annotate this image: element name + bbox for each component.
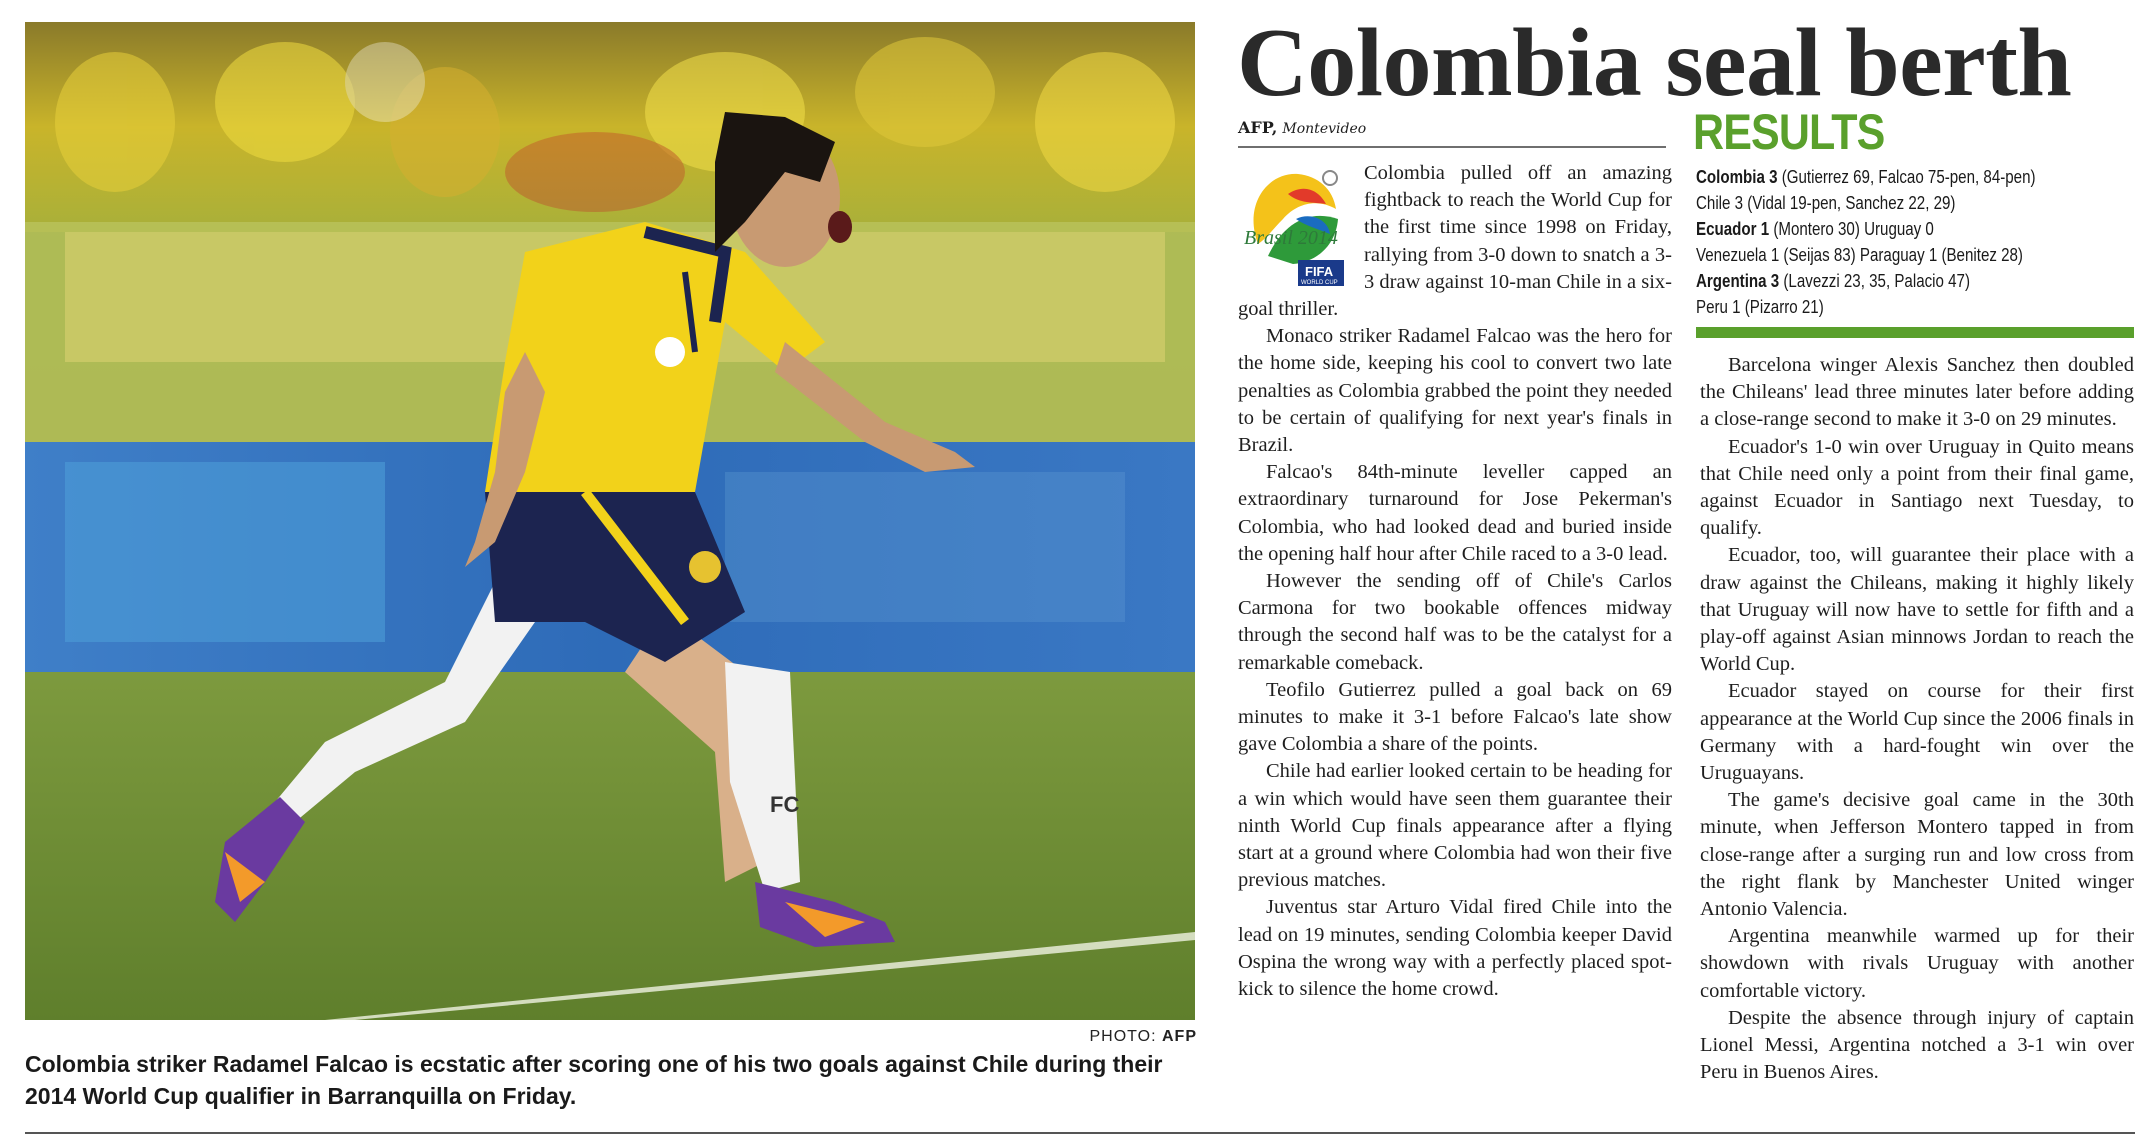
result-detail: Peru 1 (Pizarro 21) bbox=[1696, 297, 1824, 317]
result-detail: Venezuela 1 (Seijas 83) Paraguay 1 (Benitez 28) bbox=[1696, 245, 2023, 265]
logo-brasil-text: Brasil 2014 bbox=[1244, 227, 1338, 249]
article-paragraph: Ecuador, too, will guarantee their place with a draw against the Chileans, making it highly likely that Uruguay will now have to settle for fifth and a play-off against Asian minnows Jordan to reach the World Cup. bbox=[1700, 544, 2134, 676]
page-bottom-rule bbox=[25, 1132, 2135, 1134]
logo-wc-text: WORLD CUP bbox=[1301, 280, 1338, 286]
shirt-text: FC bbox=[770, 792, 800, 817]
byline-agency: AFP, bbox=[1238, 118, 1278, 137]
results-row bbox=[1696, 216, 2066, 242]
result-detail: (Gutierrez 69, Falcao 75-pen, 84-pen) bbox=[1781, 167, 2036, 187]
results-row bbox=[1696, 164, 2066, 190]
results-row bbox=[1696, 242, 2066, 268]
logo-fifa-text: FIFA bbox=[1305, 264, 1334, 279]
headline: Colombia seal berth bbox=[1237, 9, 2072, 117]
article-paragraph: Ecuador stayed on course for their first appearance at the World Cup since the 2006 finals in Germany with a hard-fought win over the Uruguayans. bbox=[1700, 680, 2134, 785]
result-detail: (Lavezzi 23, 35, Palacio 47) bbox=[1783, 271, 1970, 291]
article-paragraph: Argentina meanwhile warmed up for their showdown with rivals Uruguay with another comfortable victory. bbox=[1700, 925, 2134, 1002]
article-paragraph: Colombia pulled off an amazing fightback to reach the World Cup for the first time since 1998 on Friday, rallying from 3-0 down to snatch a 3-3 draw against 10-man Chile in a six-goal thriller. bbox=[1238, 162, 1673, 321]
news-photo bbox=[25, 22, 1195, 1020]
falcao-celebration-image bbox=[25, 22, 1195, 1020]
result-detail: Chile 3 (Vidal 19-pen, Sanchez 22, 29) bbox=[1696, 193, 1956, 213]
article-paragraph: Falcao's 84th-minute leveller capped an extraordinary turnaround for Jose Pekerman's Colombia, who had looked dead and buried inside the opening half hour after Chile raced to a 3-0 lead. bbox=[1238, 461, 1672, 565]
credit-source: AFP bbox=[1162, 1028, 1197, 1045]
article-paragraph: Teofilo Gutierrez pulled a goal back on 69 minutes to make it 3-1 before Falcao's late show gave Colombia a share of the points. bbox=[1238, 678, 1672, 756]
result-detail: (Montero 30) Uruguay 0 bbox=[1773, 219, 1934, 239]
article-paragraph: Despite the absence through injury of captain Lionel Messi, Argentina notched a 3-1 win over Peru in Buenos Aires. bbox=[1700, 1006, 2134, 1084]
credit-label: PHOTO: bbox=[1089, 1028, 1157, 1045]
results-row bbox=[1696, 294, 2066, 320]
article-paragraph: Barcelona winger Alexis Sanchez then doubled the Chileans' lead three minutes later before adding a close-range second to make it 3-0 on 29 minutes. bbox=[1700, 354, 2134, 431]
article-paragraph: The game's decisive goal came in the 30th minute, when Jefferson Montero tapped in from close-range after a surging run and low cross from the right flank by Manchester United winger Antonio Valencia. bbox=[1700, 789, 2134, 921]
results-divider bbox=[1696, 327, 2134, 338]
article-paragraph: However the sending off of Chile's Carlos Carmona for two bookable offences midway through the second half was to be the catalyst for a remarkable comeback. bbox=[1238, 570, 1672, 674]
brasil-2014-logo-icon bbox=[1238, 164, 1350, 292]
photo-credit bbox=[900, 1028, 1197, 1046]
result-team: Colombia 3 bbox=[1696, 167, 1778, 187]
article-column-1 bbox=[1238, 160, 1672, 1003]
article-column-2 bbox=[1700, 352, 2134, 1086]
results-list bbox=[1696, 164, 2136, 320]
byline bbox=[1238, 118, 1666, 148]
photo-caption: Colombia striker Radamel Falcao is ecstatic after scoring one of his two goals against Chile during their 2014 World Cup qualifier in Barranquilla on Friday. bbox=[25, 1051, 1163, 1109]
result-team: Argentina 3 bbox=[1696, 271, 1780, 291]
byline-place: Montevideo bbox=[1282, 121, 1367, 137]
result-team: Ecuador 1 bbox=[1696, 219, 1770, 239]
article-paragraph: Monaco striker Radamel Falcao was the hero for the home side, keeping his cool to convert two late penalties as Colombia grabbed the point they needed to be certain of qualifying for next year's finals in Brazil. bbox=[1238, 325, 1672, 457]
article-paragraph: Chile had earlier looked certain to be heading for a win which would have seen them guarantee their ninth World Cup finals appearance after a flying start at a ground where Colombia had won their five previous matches. bbox=[1238, 760, 1672, 892]
article-paragraph: Ecuador's 1-0 win over Uruguay in Quito means that Chile need only a point from their final game, against Ecuador in Santiago next Tuesday, to qualify. bbox=[1700, 435, 2134, 540]
results-title: RESULTS bbox=[1693, 104, 1885, 160]
results-row bbox=[1696, 190, 2066, 216]
article-paragraph: Juventus star Arturo Vidal fired Chile into the lead on 19 minutes, sending Colombia keeper David Ospina the wrong way with a perfectly placed spot-kick to silence the home crowd. bbox=[1238, 896, 1672, 1001]
results-row bbox=[1696, 268, 2066, 294]
